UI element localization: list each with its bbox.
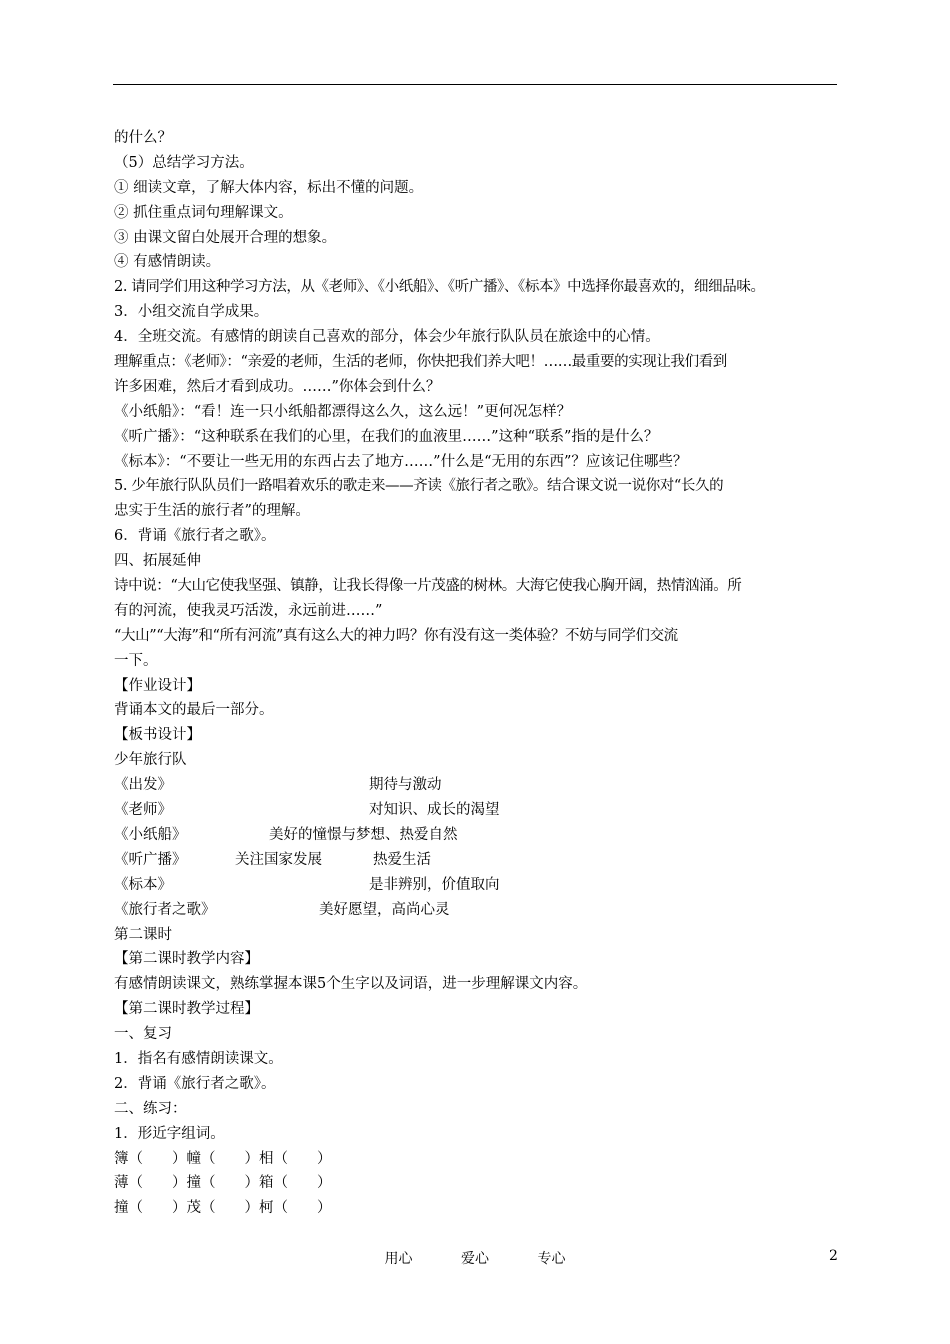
board-row — [114, 798, 844, 823]
document-body — [114, 126, 844, 1221]
section-heading: 二、练习： — [114, 1100, 187, 1117]
board-row — [114, 848, 844, 873]
footer-item: 爱心 — [461, 1251, 489, 1267]
section-heading: 【第二课时教学过程】 — [114, 1001, 259, 1018]
section-heading: 一、复习 — [114, 1026, 172, 1043]
board-row-subtheme: 关注国家发展 — [235, 851, 322, 868]
section-heading: 【作业设计】 — [114, 677, 201, 694]
section-heading: 第二课时 — [114, 926, 172, 943]
board-row-title: 《小纸船》 — [114, 826, 187, 843]
text-line: 2．背诵《旅行者之歌》。 — [114, 1075, 276, 1092]
text-line: 3．小组交流自学成果。 — [114, 304, 269, 321]
footer-item: 专心 — [537, 1251, 566, 1267]
text-line: 2. 请同学们用这种学习方法，从《老师》、《小纸船》、《听广播》、《标本》中选择你最喜欢的，细细品味。 — [114, 279, 765, 296]
text-line: 《标本》：“不要让一些无用的东西占去了地方……”什么是“无用的东西”？应该记住哪些？ — [114, 453, 688, 470]
exercise-line: 簿（ ）幢（ ）相（ ） — [114, 1150, 332, 1167]
text-line: ② 抓住重点词句理解课文。 — [114, 204, 293, 221]
text-line: 有感情朗读课文，熟练掌握本课5个生字以及词语，进一步理解课文内容。 — [114, 976, 588, 993]
board-row — [114, 773, 844, 798]
footer-item: 用心 — [384, 1251, 413, 1267]
text-line: 忠实于生活的旅行者”的理解。 — [114, 503, 310, 520]
text-line: 1．指名有感情朗读课文。 — [114, 1050, 283, 1067]
text-line: 《小纸船》：“看！连一只小纸船都漂得这么久，这么远！”更何况怎样？ — [114, 403, 572, 420]
board-row-title: 《老师》 — [114, 802, 172, 819]
text-line: 5. 少年旅行队队员们一路唱着欢乐的歌走来——齐读《旅行者之歌》。结合课文说一说你对“长久的 — [114, 478, 724, 495]
board-row-theme: 对知识、成长的渴望 — [369, 802, 500, 819]
text-line: 一下。 — [114, 652, 158, 669]
board-row-theme: 美好的憧憬与梦想、热爱自然 — [269, 826, 458, 843]
page-number: 2 — [829, 1248, 838, 1264]
text-line: 的什么？ — [114, 130, 172, 146]
section-heading: 四、拓展延伸 — [114, 553, 201, 570]
board-row — [114, 873, 844, 898]
board-row — [114, 898, 844, 923]
board-row-theme: 美好愿望，高尚心灵 — [319, 901, 450, 918]
text-line: 6．背诵《旅行者之歌》。 — [114, 528, 276, 545]
board-row-title: 《旅行者之歌》 — [114, 901, 216, 918]
board-title: 少年旅行队 — [114, 752, 187, 769]
text-line: ④ 有感情朗读。 — [114, 254, 221, 271]
section-heading: 【板书设计】 — [114, 727, 201, 744]
board-row-title: 《出发》 — [114, 777, 172, 794]
text-line: 4．全班交流。有感情的朗读自己喜欢的部分，体会少年旅行队队员在旅途中的心情。 — [114, 329, 660, 346]
board-row — [114, 823, 844, 848]
board-row-title: 《听广播》 — [114, 851, 187, 868]
board-row-title: 《标本》 — [114, 876, 172, 893]
text-line: “大山”“大海”和“所有河流”真有这么大的神力吗？你有没有这一类体验？不妨与同学们交流 — [114, 627, 678, 644]
header-rule — [113, 84, 837, 85]
exercise-line: 薄（ ）撞（ ）箱（ ） — [114, 1175, 332, 1192]
board-row-theme: 是非辨别，价值取向 — [369, 876, 500, 893]
footer-motto — [0, 1248, 950, 1268]
exercise-line: 撞（ ）茂（ ）柯（ ） — [114, 1200, 332, 1217]
text-line: 背诵本文的最后一部分。 — [114, 702, 274, 719]
section-heading: 【第二课时教学内容】 — [114, 951, 259, 968]
text-line: ① 细读文章，了解大体内容，标出不懂的问题。 — [114, 179, 424, 196]
board-row-theme: 热爱生活 — [373, 851, 431, 868]
text-line: ③ 由课文留白处展开合理的想象。 — [114, 229, 337, 246]
text-line: 有的河流，使我灵巧活泼，永远前进……” — [114, 602, 383, 619]
text-line: 许多困难，然后才看到成功。……”你体会到什么？ — [114, 378, 441, 395]
text-line: 《听广播》：“这种联系在我们的心里，在我们的血液里……”这种“联系”指的是什么？ — [114, 428, 659, 445]
text-line: 理解重点：《老师》：“亲爱的老师，生活的老师，你快把我们养大吧！……最重要的实现让我们看到 — [114, 354, 727, 371]
text-line: 1．形近字组词。 — [114, 1125, 225, 1142]
text-line: 诗中说：“大山它使我坚强、镇静，让我长得像一片茂盛的树林。大海它使我心胸开阔，热情汹涌。所 — [114, 578, 742, 595]
board-row-theme: 期待与激动 — [369, 777, 442, 794]
text-line: （5）总结学习方法。 — [114, 154, 254, 171]
